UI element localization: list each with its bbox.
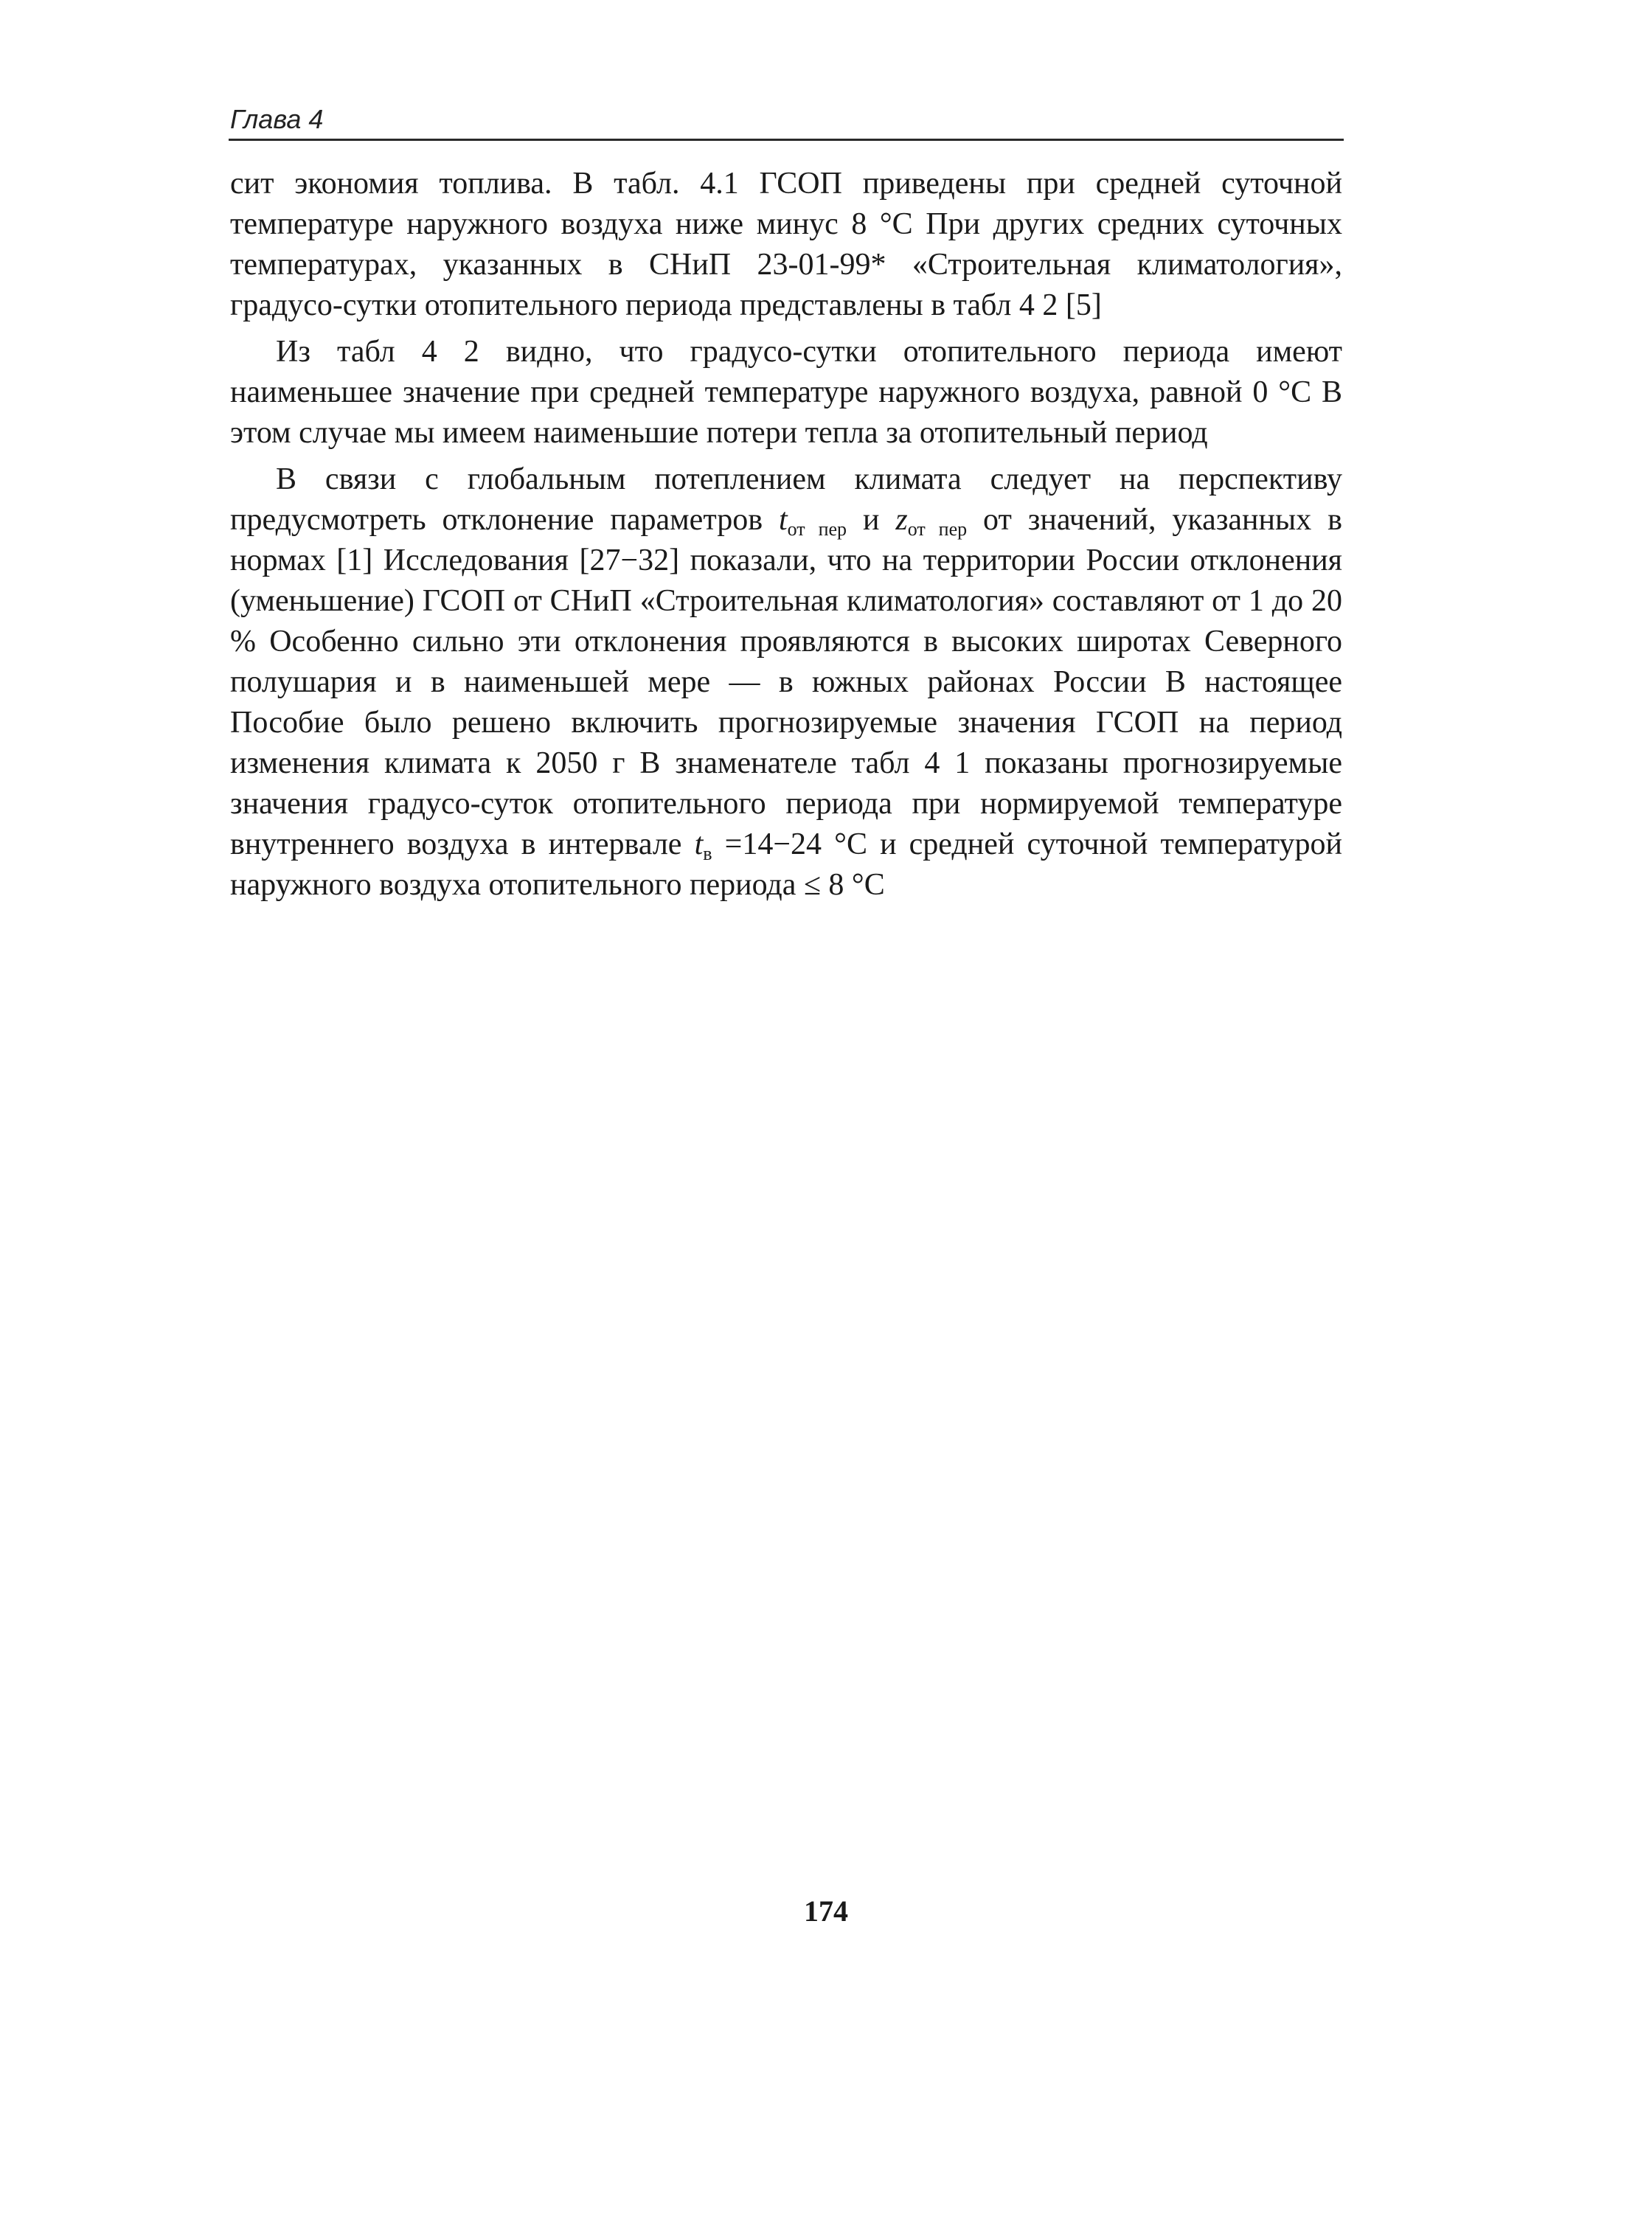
paragraph-3-text-b: от значений, указанных в нормах [1] Исследования [27−32] показали, что на территории России отклонения (уменьшение) ГСОП от СНиП «Строительная климатология» составляют от 1 до 20 % Особенно сильно эти отклонения проявляются в высоких широтах Северного полушария и в наименьшей мере — в южных районах России В настоящее Пособие было решено включить прогнозируемые значения ГСОП на период изменения климата к 2050 г В знаменателе табл 4 1 показаны прогнозируемые значения градусо-суток отопительного периода при нормируемой температуре внутреннего воздуха в интервале <box>230 503 1342 861</box>
variable-z: z <box>895 503 908 537</box>
conjunction: и <box>847 503 896 537</box>
header-rule <box>229 139 1344 141</box>
paragraph-3 <box>230 459 1342 906</box>
body-text <box>230 164 1342 906</box>
subscript-ot-per: от пер <box>787 518 847 540</box>
paragraph-2: Из табл 4 2 видно, что градусо-сутки отопительного периода имеют наименьшее значение при средней температуре наружного воздуха, равной 0 °С В этом случае мы имеем наименьшие потери тепла за отопительный период <box>230 335 1342 450</box>
variable-t: t <box>778 503 788 537</box>
paragraph-1: сит экономия топлива. В табл. 4.1 ГСОП приведены при средней суточной температуре наружного воздуха ниже минус 8 °С При других средних суточных температурах, указанных в СНиП 23-01-99* «Строительная климатология», градусо-сутки отопительного периода представлены в табл 4 2 [5] <box>230 167 1342 322</box>
subscript-ot-per: от пер <box>907 518 968 540</box>
subscript-v: в <box>703 843 712 864</box>
paragraph-3-text-c: =14−24 °С и средней суточной температурой наружного воздуха отопительного периода ≤ 8 °С <box>230 827 1342 902</box>
running-head: Глава 4 <box>230 104 324 134</box>
variable-t-inner: t <box>694 827 704 861</box>
page-number: 174 <box>804 1894 848 1928</box>
paragraph-3-text-a: В связи с глобальным потеплением климата следует на перспективу предусмотреть отклонение параметров <box>230 462 1342 537</box>
